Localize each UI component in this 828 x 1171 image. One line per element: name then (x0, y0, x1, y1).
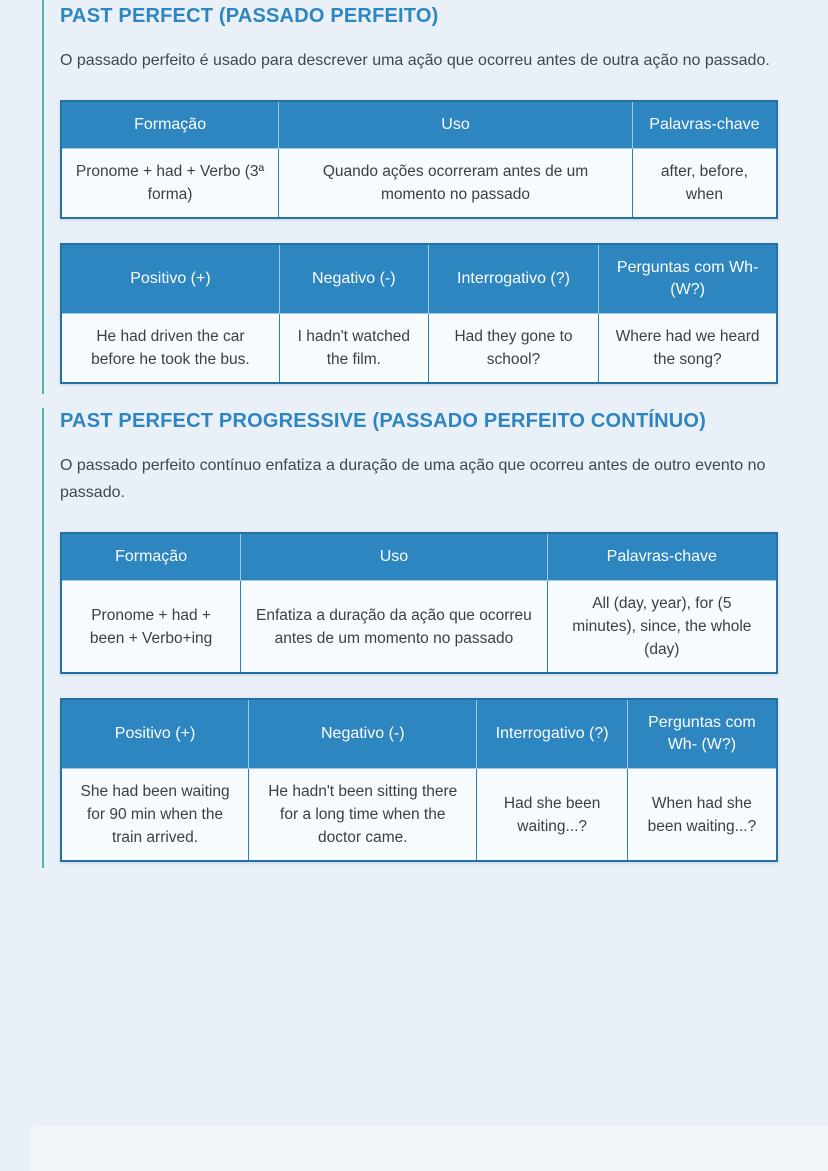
table-row (61, 149, 777, 219)
section-intro-paragraph: O passado perfeito contínuo enfatiza a duração de uma ação que ocorreu antes de outro evento no passado. (60, 457, 766, 501)
table-header-cell: Perguntas com Wh- (W?) (627, 699, 777, 769)
table-cell: Where had we heard the song? (599, 314, 777, 384)
table-header-row (61, 699, 777, 769)
formation-usage-table (60, 532, 778, 674)
table-cell: He had driven the car before he took the bus. (61, 314, 279, 384)
table-cell: Pronome + had + been + Verbo+ing (61, 581, 241, 674)
table-cell: He hadn't been sitting there for a long time when the doctor came. (249, 769, 477, 862)
table-header-cell: Uso (279, 101, 633, 149)
table-cell: All (day, year), for (5 minutes), since, the whole (day) (547, 581, 777, 674)
table-cell: I hadn't watched the film. (279, 314, 428, 384)
table-header-cell: Interrogativo (?) (477, 699, 627, 769)
table-cell: Pronome + had + Verbo (3ª forma) (61, 149, 279, 219)
table-row (61, 769, 777, 862)
section-past-perfect (42, 0, 780, 394)
table-header-row (61, 101, 777, 149)
table-header-cell: Interrogativo (?) (428, 244, 598, 314)
table-header-cell: Negativo (-) (249, 699, 477, 769)
table-cell: Enfatiza a duração da ação que ocorreu antes de um momento no passado (241, 581, 547, 674)
examples-table (60, 243, 778, 384)
examples-table (60, 698, 778, 862)
table-cell: Had she been waiting...? (477, 769, 627, 862)
table-header-cell: Positivo (+) (61, 699, 249, 769)
table-header-cell: Formação (61, 533, 241, 581)
table-header-cell: Formação (61, 101, 279, 149)
table-cell: after, before, when (632, 149, 777, 219)
table-cell: Had they gone to school? (428, 314, 598, 384)
table-header-row (61, 533, 777, 581)
table-header-cell: Negativo (-) (279, 244, 428, 314)
section-past-perfect-progressive (42, 408, 780, 868)
table-header-cell: Uso (241, 533, 547, 581)
table-row (61, 581, 777, 674)
table-header-cell: Positivo (+) (61, 244, 279, 314)
table-header-cell: Perguntas com Wh- (W?) (599, 244, 777, 314)
table-header-row (61, 244, 777, 314)
table-cell: When had she been waiting...? (627, 769, 777, 862)
table-cell: She had been waiting for 90 min when the train arrived. (61, 769, 249, 862)
section-heading: PAST PERFECT (PASSADO PERFEITO) (60, 5, 439, 27)
section-heading: PAST PERFECT PROGRESSIVE (PASSADO PERFEITO CONTÍNUO) (60, 410, 707, 432)
formation-usage-table (60, 100, 778, 219)
table-row (61, 314, 777, 384)
table-header-cell: Palavras-chave (547, 533, 777, 581)
table-cell: Quando ações ocorreram antes de um momento no passado (279, 149, 633, 219)
next-card-edge (30, 1126, 828, 1171)
section-intro-paragraph: O passado perfeito é usado para descrever uma ação que ocorreu antes de outra ação no passado. (60, 52, 770, 69)
table-header-cell: Palavras-chave (632, 101, 777, 149)
